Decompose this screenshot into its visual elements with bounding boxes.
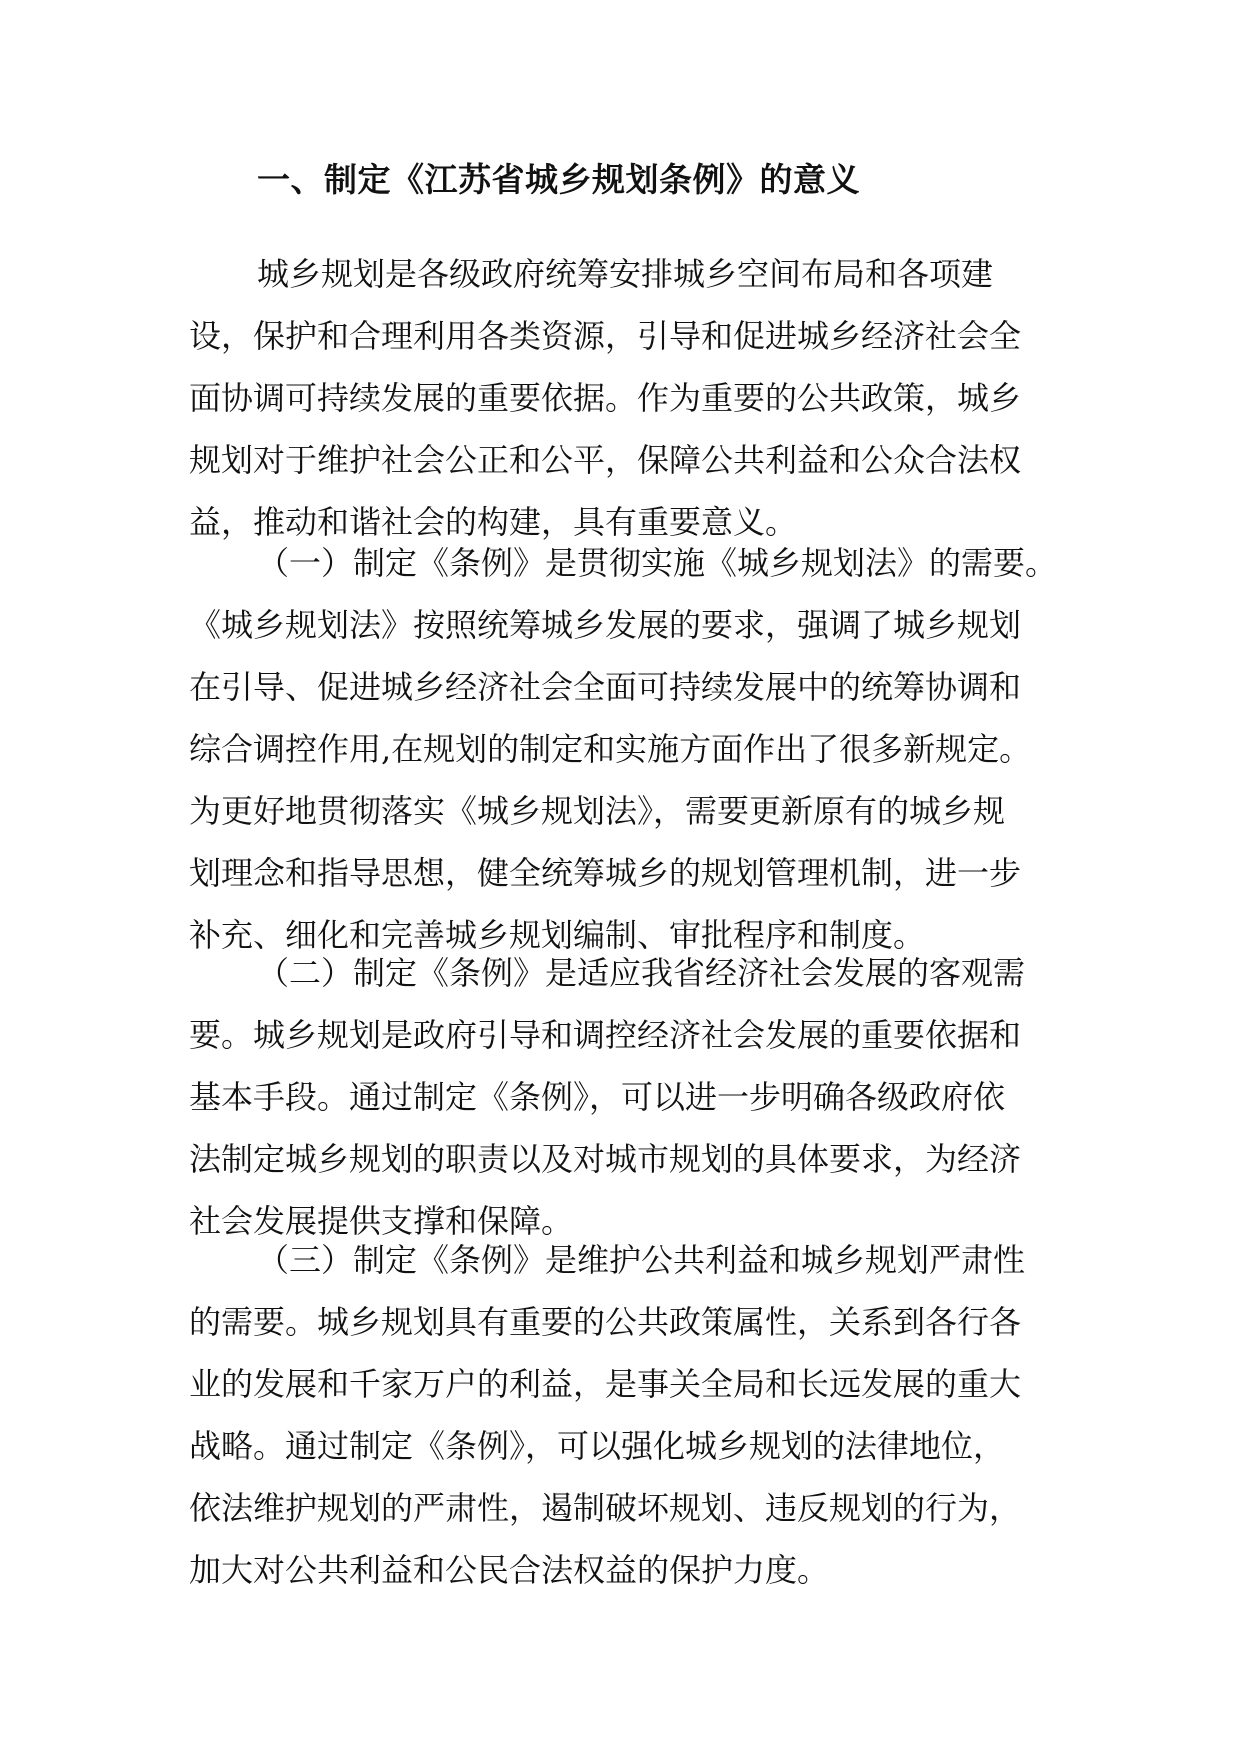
text-line: 《城乡规划法》按照统筹城乡发展的要求，强调了城乡规划 (189, 606, 1022, 644)
text-line: 面协调可持续发展的重要依据。作为重要的公共政策，城乡 (189, 379, 1022, 417)
text-line: 战略。通过制定《条例》，可以强化城乡规划的法律地位， (189, 1427, 1006, 1465)
paragraph-point-1 (189, 532, 1058, 966)
text-line: 益，推动和谐社会的构建，具有重要意义。 (189, 503, 798, 541)
text-line: 业的发展和千家万户的利益，是事关全局和长远发展的重大 (189, 1365, 1022, 1403)
text-line: 要。城乡规划是政府引导和调控经济社会发展的重要依据和 (189, 1016, 1022, 1054)
text-line: 基本手段。通过制定《条例》，可以进一步明确各级政府依 (189, 1078, 1006, 1116)
text-line: 依法维护规划的严肃性，遏制破坏规划、违反规划的行为， (189, 1489, 1022, 1527)
text-line: 为更好地贯彻落实《城乡规划法》，需要更新原有的城乡规 (189, 792, 1006, 830)
text-line: 综合调控作用,在规划的制定和实施方面作出了很多新规定。 (189, 730, 1032, 768)
text-line: （一）制定《条例》是贯彻实施《城乡规划法》的需要。 (257, 544, 1058, 582)
paragraph-intro (189, 243, 1049, 553)
text-line: 补充、细化和完善城乡规划编制、审批程序和制度。 (189, 916, 926, 954)
text-line: 在引导、促进城乡经济社会全面可持续发展中的统筹协调和 (189, 668, 1022, 706)
text-line: （三）制定《条例》是维护公共利益和城乡规划严肃性 (257, 1241, 1026, 1279)
text-line: （二）制定《条例》是适应我省经济社会发展的客观需 (257, 954, 1026, 992)
text-line: 设，保护和合理利用各类资源，引导和促进城乡经济社会全 (189, 317, 1022, 355)
paragraph-point-3 (189, 1229, 1049, 1601)
text-line: 划理念和指导思想，健全统筹城乡的规划管理机制，进一步 (189, 854, 1022, 892)
section-heading: 一、制定《江苏省城乡规划条例》的意义 (257, 160, 860, 199)
paragraph-point-2 (189, 942, 1049, 1252)
text-line: 社会发展提供支撑和保障。 (189, 1202, 574, 1240)
text-line: 的需要。城乡规划具有重要的公共政策属性，关系到各行各 (189, 1303, 1022, 1341)
text-line: 加大对公共利益和公民合法权益的保护力度。 (189, 1551, 830, 1589)
text-line: 规划对于维护社会公正和公平，保障公共利益和公众合法权 (189, 441, 1022, 479)
text-line: 城乡规划是各级政府统筹安排城乡空间布局和各项建 (257, 255, 994, 293)
text-line: 法制定城乡规划的职责以及对城市规划的具体要求，为经济 (189, 1140, 1022, 1178)
